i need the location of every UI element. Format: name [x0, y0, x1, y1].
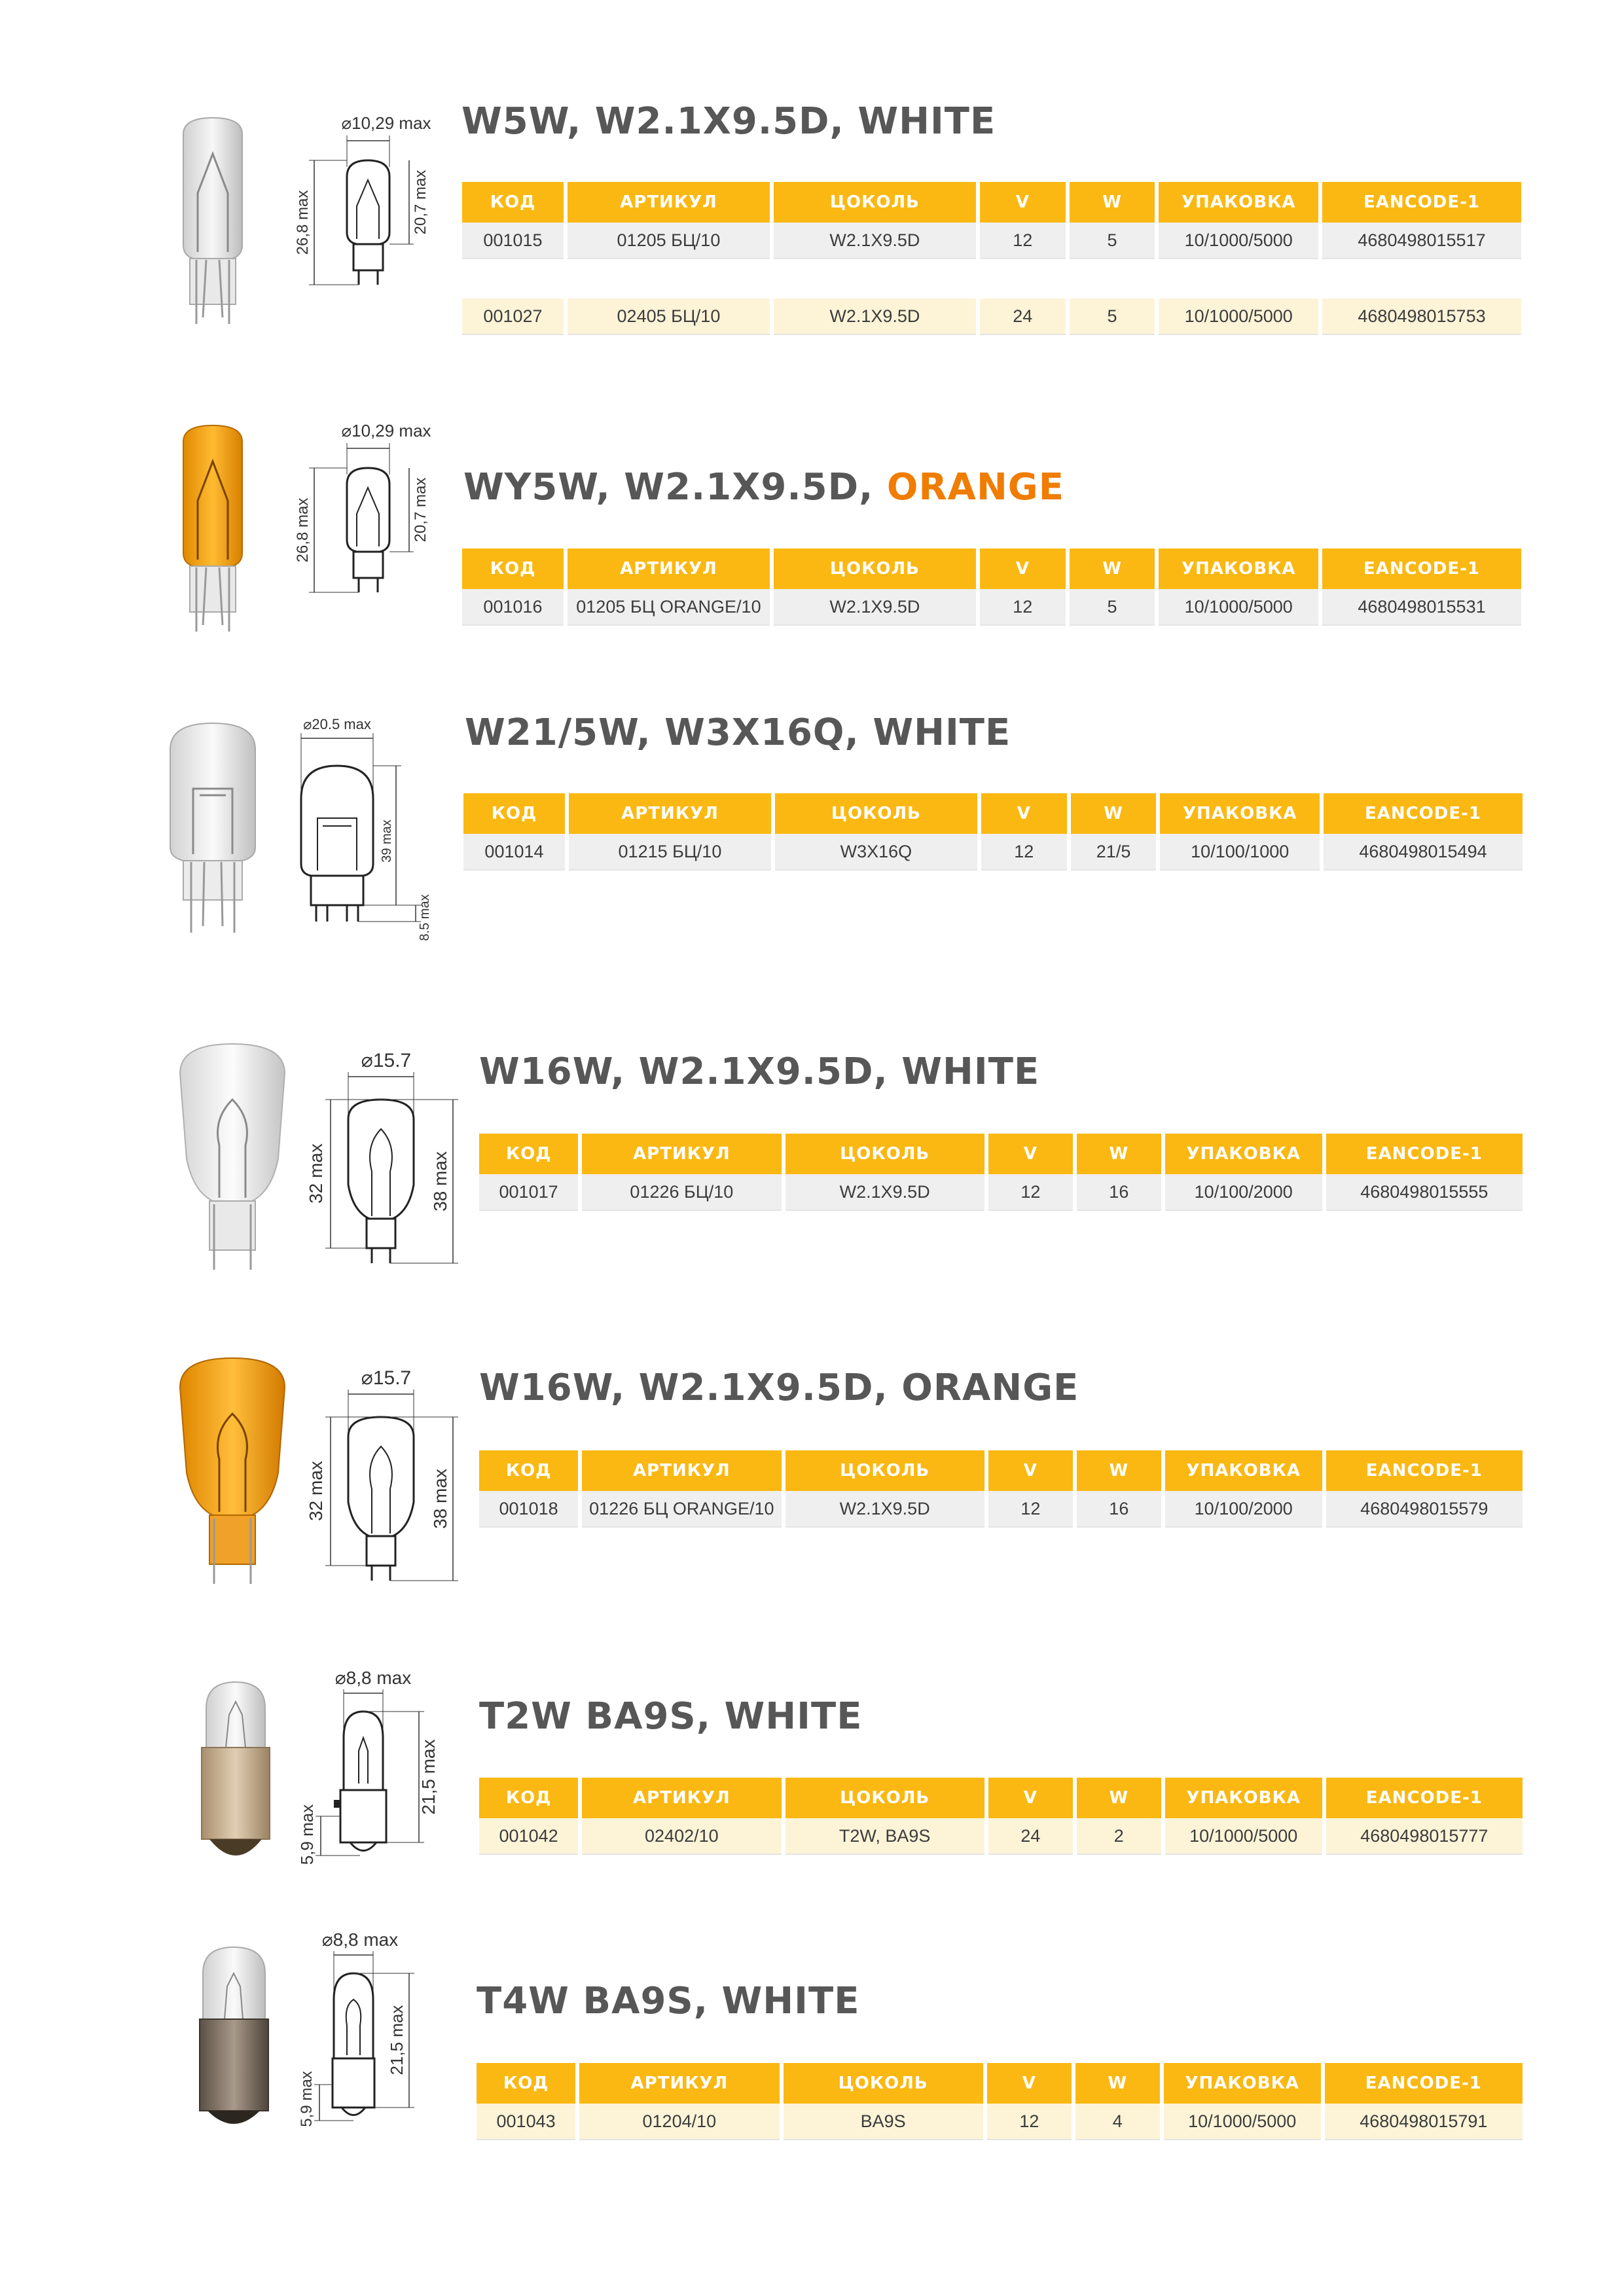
product-title: T2W BA9S, WHITE	[479, 1695, 863, 1738]
header-kod: КОД	[462, 548, 564, 589]
header-v: V	[988, 1450, 1073, 1491]
cell-kod: 001027	[462, 298, 564, 335]
color-word: ORANGE	[901, 1367, 1079, 1409]
header-v: V	[988, 1134, 1073, 1174]
color-word: WHITE	[724, 1695, 863, 1738]
cell-cokol: W2.1X9.5D	[785, 1491, 984, 1528]
header-upakovka: УПАКОВКА	[1160, 793, 1320, 834]
header-ean: EANCODE-1	[1326, 1134, 1523, 1174]
header-row	[477, 2063, 1523, 2104]
height-left-label: 32 max	[306, 1461, 326, 1521]
bulb-diagram-t2w-white	[295, 1666, 445, 1888]
bulb-photo-w16w-white	[167, 1041, 298, 1276]
header-artikul: АРТИКУЛ	[582, 1450, 781, 1491]
cell-cokol: BA9S	[784, 2104, 983, 2140]
header-upakovka: УПАКОВКА	[1165, 1778, 1322, 1818]
cell-upakovka: 10/1000/5000	[1159, 589, 1318, 626]
table-row	[462, 298, 1521, 335]
cell-ean: 4680498015753	[1322, 298, 1521, 335]
spec-table	[458, 548, 1525, 626]
cell-v: 12	[980, 223, 1066, 259]
cell-kod: 001015	[462, 223, 564, 259]
header-cokol: ЦОКОЛЬ	[785, 1134, 984, 1174]
cell-v: 12	[988, 1174, 1073, 1211]
diameter-label: ⌀10,29 max	[341, 422, 431, 440]
cell-ean: 4680498015777	[1326, 1818, 1523, 1855]
header-v: V	[981, 793, 1067, 834]
header-row	[479, 1134, 1523, 1174]
header-kod: КОД	[477, 2063, 575, 2104]
base-label: 8.5 max	[418, 894, 432, 941]
cell-v: 12	[980, 589, 1066, 626]
header-artikul: АРТИКУЛ	[579, 2063, 779, 2104]
color-word: WHITE	[857, 100, 996, 143]
cell-ean: 4680498015791	[1325, 2104, 1523, 2140]
table-row	[462, 589, 1521, 626]
cell-upakovka: 10/100/1000	[1160, 834, 1320, 870]
header-artikul: АРТИКУЛ	[568, 548, 770, 589]
header-artikul: АРТИКУЛ	[582, 1134, 781, 1174]
cell-artikul: 01215 БЦ/10	[569, 834, 771, 870]
header-upakovka: УПАКОВКА	[1165, 1134, 1322, 1174]
header-cokol: ЦОКОЛЬ	[785, 1778, 984, 1818]
cell-artikul: 01204/10	[579, 2104, 779, 2140]
cell-artikul: 01205 БЦ/10	[568, 223, 770, 259]
product-title: T4W BA9S, WHITE	[477, 1980, 860, 2022]
header-kod: КОД	[479, 1134, 578, 1174]
cell-v: 24	[980, 298, 1066, 335]
header-ean: EANCODE-1	[1324, 793, 1523, 834]
height-right-label: 39 max	[380, 819, 394, 863]
bulb-photo-wy5w-orange	[157, 422, 268, 638]
header-kod: КОД	[462, 182, 564, 223]
height-right-label: 38 max	[430, 1469, 450, 1529]
product-title: W16W, W2.1X9.5D, ORANGE	[479, 1367, 1079, 1409]
cell-v: 12	[988, 1491, 1073, 1528]
cell-kod: 001018	[479, 1491, 578, 1528]
header-cokol: ЦОКОЛЬ	[784, 2063, 983, 2104]
cell-w: 2	[1077, 1818, 1161, 1855]
header-ean: EANCODE-1	[1326, 1778, 1523, 1818]
bulb-diagram-wy5w-orange	[288, 422, 432, 638]
bulb-photo-w21-5w-white	[151, 717, 275, 939]
height-right-label: 20,7 max	[412, 477, 429, 543]
cell-w: 21/5	[1071, 834, 1157, 870]
cell-v: 12	[987, 2104, 1072, 2140]
header-row	[462, 182, 1521, 223]
spec-table	[475, 1450, 1526, 1528]
bulb-photo-w5w-white	[157, 115, 268, 331]
cell-artikul: 01226 БЦ ORANGE/10	[582, 1491, 781, 1528]
header-ean: EANCODE-1	[1326, 1450, 1523, 1491]
bulb-photo-t4w-white	[180, 1941, 288, 2140]
bulb-diagram-w16w-white	[301, 1047, 471, 1289]
header-row	[479, 1450, 1523, 1491]
header-w: W	[1075, 2063, 1160, 2104]
header-row	[462, 548, 1521, 589]
spec-table	[475, 1134, 1526, 1211]
cell-w: 5	[1070, 589, 1155, 626]
cell-cokol: W2.1X9.5D	[774, 223, 976, 259]
bulb-photo-w16w-orange	[167, 1355, 298, 1590]
height-left-label: 5,9 max	[297, 1804, 317, 1865]
color-word: WHITE	[721, 1980, 860, 2022]
diameter-label: ⌀8,8 max	[334, 1668, 412, 1688]
cell-ean: 4680498015555	[1326, 1174, 1523, 1211]
header-artikul: АРТИКУЛ	[569, 793, 771, 834]
row-spacer	[462, 259, 1521, 298]
header-v: V	[988, 1778, 1073, 1818]
header-ean: EANCODE-1	[1325, 2063, 1523, 2104]
header-upakovka: УПАКОВКА	[1159, 548, 1318, 589]
cell-kod: 001042	[479, 1818, 578, 1855]
cell-artikul: 01226 БЦ/10	[582, 1174, 781, 1211]
table-row	[479, 1174, 1523, 1211]
cell-w: 16	[1077, 1174, 1161, 1211]
cell-ean: 4680498015579	[1326, 1491, 1523, 1528]
header-w: W	[1070, 548, 1155, 589]
cell-upakovka: 10/100/2000	[1165, 1174, 1322, 1211]
cell-artikul: 01205 БЦ ORANGE/10	[568, 589, 770, 626]
spec-table	[475, 1778, 1526, 1855]
height-right-label: 20,7 max	[412, 170, 429, 235]
header-cokol: ЦОКОЛЬ	[775, 793, 977, 834]
header-w: W	[1077, 1134, 1161, 1174]
header-v: V	[980, 548, 1066, 589]
header-v: V	[987, 2063, 1072, 2104]
table-row	[479, 1818, 1523, 1855]
height-left-label: 5,9 max	[298, 2071, 316, 2127]
cell-kod: 001017	[479, 1174, 578, 1211]
bulb-diagram-w16w-orange	[301, 1365, 471, 1607]
cell-kod: 001016	[462, 589, 564, 626]
cell-w: 5	[1070, 298, 1155, 335]
height-right-label: 21,5 max	[387, 2005, 406, 2075]
cell-w: 16	[1077, 1491, 1161, 1528]
color-word: WHITE	[873, 711, 1011, 754]
cell-upakovka: 10/1000/5000	[1159, 223, 1318, 259]
diameter-label: ⌀8,8 max	[321, 1929, 399, 1950]
cell-kod: 001014	[463, 834, 565, 870]
table-row	[479, 1491, 1523, 1528]
spec-table	[473, 2063, 1526, 2140]
cell-artikul: 02405 БЦ/10	[568, 298, 770, 335]
bulb-photo-t2w-white	[183, 1676, 288, 1872]
height-right-label: 38 max	[430, 1151, 450, 1211]
cell-w: 4	[1075, 2104, 1160, 2140]
header-w: W	[1071, 793, 1157, 834]
cell-upakovka: 10/1000/5000	[1165, 1818, 1322, 1855]
diameter-label: ⌀20.5 max	[303, 716, 371, 732]
header-upakovka: УПАКОВКА	[1165, 1450, 1322, 1491]
cell-cokol: T2W, BA9S	[785, 1818, 984, 1855]
color-word: ORANGE	[886, 466, 1065, 509]
header-v: V	[980, 182, 1066, 223]
height-left-label: 26,8 max	[294, 190, 312, 255]
header-row	[479, 1778, 1523, 1818]
color-word: WHITE	[901, 1050, 1040, 1093]
height-left-label: 26,8 max	[294, 497, 312, 563]
header-ean: EANCODE-1	[1322, 548, 1521, 589]
header-w: W	[1077, 1450, 1161, 1491]
header-row	[463, 793, 1523, 834]
cell-v: 12	[981, 834, 1067, 870]
height-right-label: 21,5 max	[418, 1739, 439, 1815]
cell-ean: 4680498015517	[1322, 223, 1521, 259]
cell-cokol: W2.1X9.5D	[774, 298, 976, 335]
product-title: W21/5W, W3X16Q, WHITE	[465, 711, 1011, 754]
cell-ean: 4680498015494	[1324, 834, 1523, 870]
bulb-diagram-t4w-white	[295, 1928, 445, 2150]
cell-upakovka: 10/100/2000	[1165, 1491, 1322, 1528]
height-left-label: 32 max	[306, 1143, 326, 1204]
table-row	[477, 2104, 1523, 2140]
header-kod: КОД	[479, 1778, 578, 1818]
header-upakovka: УПАКОВКА	[1164, 2063, 1321, 2104]
product-title: W5W, W2.1X9.5D, WHITE	[461, 100, 996, 143]
cell-w: 5	[1070, 223, 1155, 259]
header-kod: КОД	[479, 1450, 578, 1491]
diameter-label: ⌀10,29 max	[341, 115, 431, 133]
header-cokol: ЦОКОЛЬ	[774, 548, 976, 589]
spec-table	[458, 182, 1525, 335]
header-artikul: АРТИКУЛ	[582, 1778, 781, 1818]
header-ean: EANCODE-1	[1322, 182, 1521, 223]
cell-artikul: 02402/10	[582, 1818, 781, 1855]
header-w: W	[1077, 1778, 1161, 1818]
header-kod: КОД	[463, 793, 565, 834]
cell-v: 24	[988, 1818, 1073, 1855]
cell-ean: 4680498015531	[1322, 589, 1521, 626]
header-artikul: АРТИКУЛ	[568, 182, 770, 223]
diameter-label: ⌀15.7	[361, 1367, 412, 1389]
bulb-diagram-w5w-white	[288, 115, 432, 331]
cell-upakovka: 10/1000/5000	[1164, 2104, 1321, 2140]
spec-table	[460, 793, 1526, 870]
cell-upakovka: 10/1000/5000	[1159, 298, 1318, 335]
product-title: W16W, W2.1X9.5D, WHITE	[479, 1050, 1040, 1093]
header-cokol: ЦОКОЛЬ	[785, 1450, 984, 1491]
table-row	[462, 223, 1521, 259]
product-title: WY5W, W2.1X9.5D, ORANGE	[463, 466, 1065, 509]
cell-cokol: W2.1X9.5D	[774, 589, 976, 626]
cell-cokol: W2.1X9.5D	[785, 1174, 984, 1211]
bulb-diagram-w21-5w-white	[291, 713, 442, 949]
diameter-label: ⌀15.7	[361, 1050, 412, 1071]
cell-kod: 001043	[477, 2104, 575, 2140]
table-row	[463, 834, 1523, 870]
cell-cokol: W3X16Q	[775, 834, 977, 870]
header-upakovka: УПАКОВКА	[1159, 182, 1318, 223]
header-cokol: ЦОКОЛЬ	[774, 182, 976, 223]
header-w: W	[1070, 182, 1155, 223]
